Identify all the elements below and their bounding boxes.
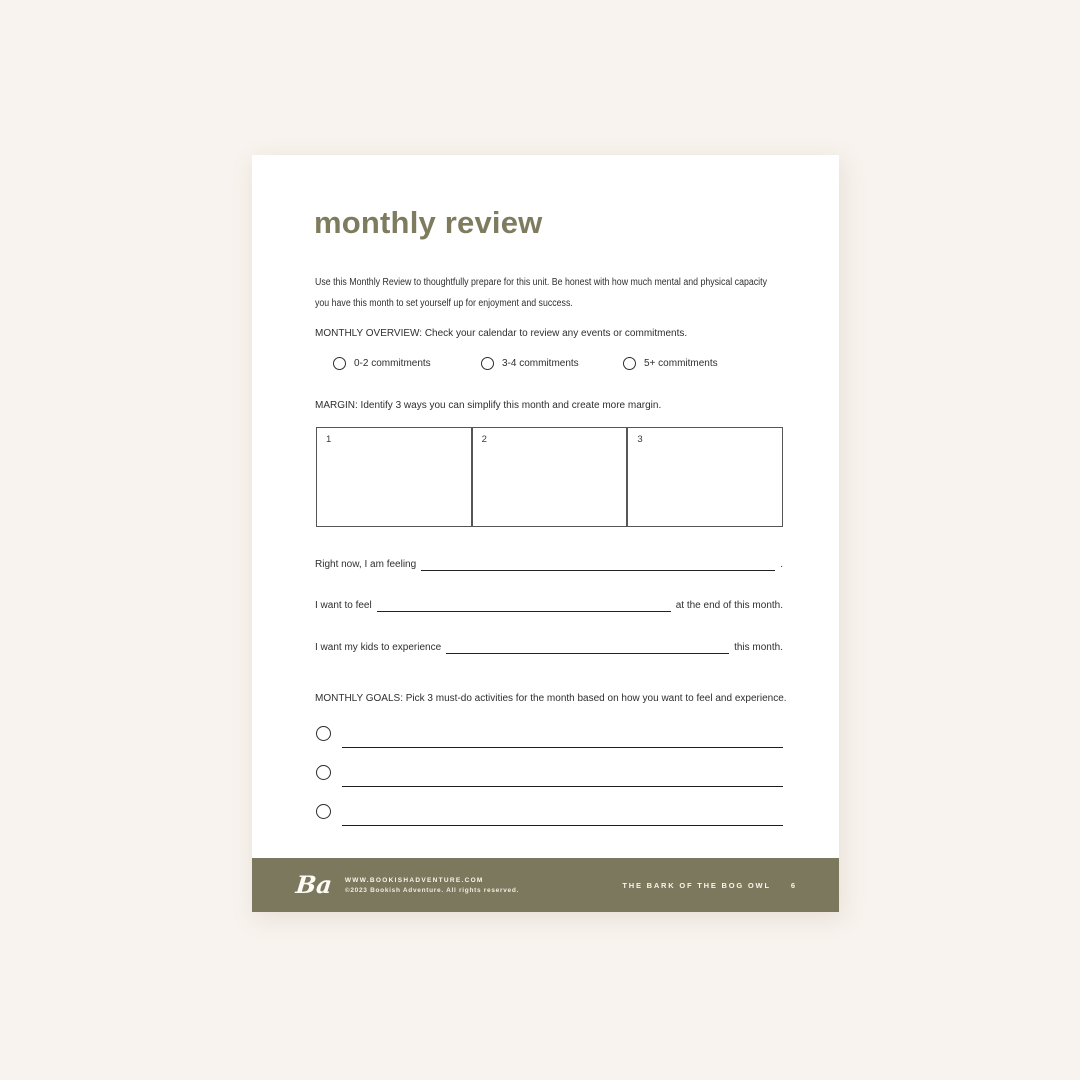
fill-in-row-feeling xyxy=(315,557,783,573)
goal-fill-in-line[interactable] xyxy=(342,825,783,826)
radio-circle-icon[interactable] xyxy=(481,357,494,370)
footer-brand-block xyxy=(294,870,520,899)
book-title: THE BARK OF THE BOG OWL xyxy=(622,880,771,890)
fill-in-prefix: I want to feel xyxy=(315,600,372,611)
goal-radio-circle-icon[interactable] xyxy=(316,765,331,780)
margin-cell-number: 1 xyxy=(326,434,332,445)
fill-in-line[interactable] xyxy=(446,642,729,654)
fill-in-suffix: this month. xyxy=(734,642,783,653)
footer-info xyxy=(345,877,519,894)
brand-logo: Ba xyxy=(294,870,334,899)
footer-bar xyxy=(252,858,839,912)
margin-cell-1[interactable] xyxy=(317,428,473,526)
fill-in-line[interactable] xyxy=(421,559,775,571)
margin-cell-number: 2 xyxy=(481,434,487,445)
margin-label: MARGIN: Identify 3 ways you can simplify this month and create more margin. xyxy=(315,400,662,411)
goal-row-1 xyxy=(316,726,783,748)
monthly-goals-label: MONTHLY GOALS: Pick 3 must-do activities for the month based on how you want to feel and experience. xyxy=(315,693,787,704)
website-url: WWW.BOOKISHADVENTURE.COM xyxy=(344,876,484,884)
fill-in-line[interactable] xyxy=(377,600,671,612)
radio-option-label: 5+ commitments xyxy=(644,357,718,369)
goal-radio-circle-icon[interactable] xyxy=(316,726,331,741)
page-number: 6 xyxy=(790,880,795,890)
margin-cell-number: 3 xyxy=(637,434,643,445)
goal-row-3 xyxy=(316,804,783,826)
intro-line-2: you have this month to set yourself up for enjoyment and success. xyxy=(315,298,573,309)
radio-option-label: 0-2 commitments xyxy=(354,357,431,369)
fill-in-row-kids-experience xyxy=(315,640,783,656)
margin-cell-3[interactable] xyxy=(628,428,782,526)
footer-page-block xyxy=(622,881,795,890)
intro-line-1: Use this Monthly Review to thoughtfully prepare for this unit. Be honest with how much mental and physical capacity xyxy=(315,277,767,288)
goal-fill-in-line[interactable] xyxy=(342,747,783,748)
commitments-radio-group xyxy=(315,354,783,372)
fill-in-row-want-to-feel xyxy=(315,598,783,614)
goal-fill-in-line[interactable] xyxy=(342,786,783,787)
worksheet-page xyxy=(252,155,839,912)
copyright-text: ©2023 Bookish Adventure. All rights reserved. xyxy=(344,886,520,894)
radio-option-3-4-commitments[interactable] xyxy=(481,354,579,372)
monthly-overview-label: MONTHLY OVERVIEW: Check your calendar to review any events or commitments. xyxy=(315,328,688,339)
radio-option-label: 3-4 commitments xyxy=(502,357,579,369)
page-title: monthly review xyxy=(314,205,543,240)
margin-table xyxy=(316,427,783,527)
radio-option-0-2-commitments[interactable] xyxy=(333,354,431,372)
fill-in-suffix: . xyxy=(780,559,783,570)
fill-in-prefix: Right now, I am feeling xyxy=(315,559,417,570)
goal-radio-circle-icon[interactable] xyxy=(316,804,331,819)
radio-option-5-plus-commitments[interactable] xyxy=(623,354,718,372)
radio-circle-icon[interactable] xyxy=(623,357,636,370)
goal-row-2 xyxy=(316,765,783,787)
fill-in-suffix: at the end of this month. xyxy=(675,600,783,611)
intro-text xyxy=(315,272,829,314)
radio-circle-icon[interactable] xyxy=(333,357,346,370)
margin-cell-2[interactable] xyxy=(473,428,629,526)
fill-in-prefix: I want my kids to experience xyxy=(315,642,442,653)
